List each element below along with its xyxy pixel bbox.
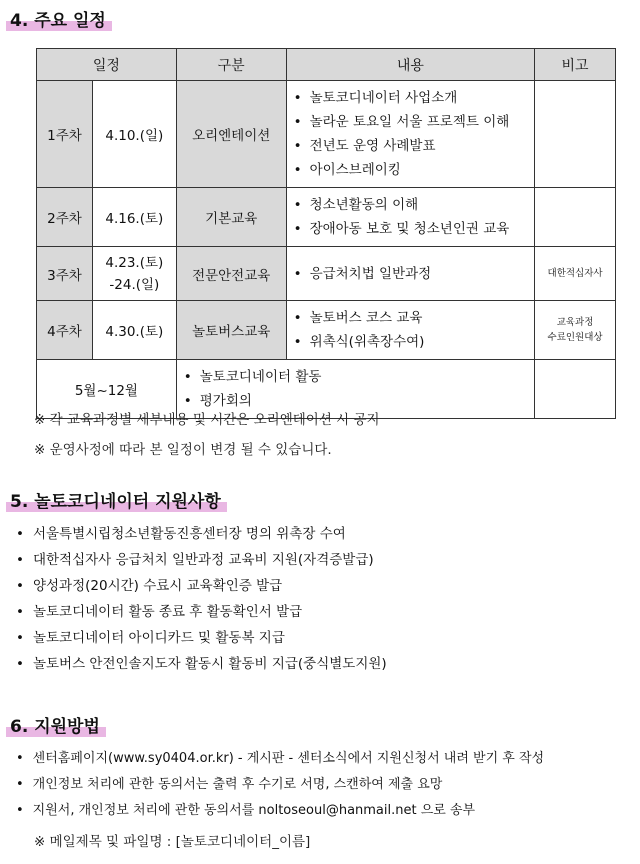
list-item: • 전년도 운영 사례발표 [294, 134, 534, 158]
table-row [37, 247, 616, 301]
category-cell: 기본교육 [176, 188, 286, 247]
list-item: • 놀토코디네이터 사업소개 [294, 86, 534, 110]
remarks-cell [535, 81, 616, 188]
section6-title: 6. 지원방법 [6, 716, 106, 738]
header-content: 내용 [286, 49, 535, 81]
list-item: • 서울특별시립청소년활동진흥센터장 명의 위촉장 수여 [12, 521, 387, 547]
week-cell: 1주차 [37, 81, 93, 188]
date-cell: 4.30.(토) [92, 301, 176, 360]
date-cell [92, 247, 176, 301]
list-item: • 장애아동 보호 및 청소년인권 교육 [294, 217, 534, 241]
schedule-table [36, 48, 616, 419]
schedule-note: ※ 각 교육과정별 세부내용 및 시간은 오리엔테이션 시 공지 [34, 412, 380, 428]
list-item: • 응급처치법 일반과정 [294, 262, 534, 286]
list-item: • 지원서, 개인정보 처리에 관한 동의서를 noltoseoul@hanmail.net 으로 송부 [12, 798, 544, 824]
list-item: • 놀토버스 코스 교육 [294, 306, 534, 330]
remarks-cell [535, 188, 616, 247]
table-row [37, 301, 616, 360]
list-item: • 놀토코디네이터 활동 [184, 365, 533, 389]
list-item: • 놀토코디네이터 아이디카드 및 활동복 지급 [12, 625, 387, 651]
week-cell: 4주차 [37, 301, 93, 360]
list-item: • 위촉식(위촉장수여) [294, 330, 534, 354]
list-item: • 놀토버스 안전인솔지도자 활동시 활동비 지급(중식별도지원) [12, 651, 387, 677]
category-cell: 오리엔테이션 [176, 81, 286, 188]
remark-line: 수료인원대상 [547, 332, 603, 343]
list-item: • 놀라운 토요일 서울 프로젝트 이해 [294, 110, 534, 134]
list-item: • 센터홈페이지(www.sy0404.or.kr) - 게시판 - 센터소식에서 지원신청서 내려 받기 후 작성 [12, 746, 544, 772]
content-cell [286, 188, 535, 247]
section4-title: 4. 주요 일정 [6, 10, 112, 32]
header-schedule: 일정 [37, 49, 177, 81]
section5-title: 5. 놀토코디네이터 지원사항 [6, 491, 227, 513]
remarks-cell [535, 301, 616, 360]
date-line: 4.23.(토) [105, 254, 164, 271]
period-cell: 5월~12월 [37, 360, 177, 419]
remarks-cell: 대한적십자사 [535, 247, 616, 301]
mail-subject-note: ※ 메일제목 및 파일명 : [놀토코디네이터_이름] [34, 834, 311, 850]
date-cell: 4.16.(토) [92, 188, 176, 247]
table-header-row [37, 49, 616, 81]
table-row [37, 81, 616, 188]
table-row [37, 188, 616, 247]
category-cell: 전문안전교육 [176, 247, 286, 301]
list-item: • 개인정보 처리에 관한 동의서는 출력 후 수기로 서명, 스캔하여 제출 요망 [12, 772, 544, 798]
list-item: • 아이스브레이킹 [294, 158, 534, 182]
remark-line: 교육과정 [556, 317, 594, 328]
header-category: 구분 [176, 49, 286, 81]
date-line: -24.(일) [109, 276, 160, 293]
date-cell: 4.10.(일) [92, 81, 176, 188]
week-cell: 3주차 [37, 247, 93, 301]
header-remarks: 비고 [535, 49, 616, 81]
support-list [12, 521, 387, 677]
content-cell [286, 81, 535, 188]
list-item: • 평가회의 [184, 389, 533, 413]
remarks-cell [535, 360, 616, 419]
week-cell: 2주차 [37, 188, 93, 247]
list-item: • 양성과정(20시간) 수료시 교육확인증 발급 [12, 573, 387, 599]
apply-method-list [12, 746, 544, 824]
list-item: • 대한적십자사 응급처치 일반과정 교육비 지원(자격증발급) [12, 547, 387, 573]
schedule-note: ※ 운영사정에 따라 본 일정이 변경 될 수 있습니다. [34, 442, 332, 458]
content-cell [286, 247, 535, 301]
list-item: • 청소년활동의 이해 [294, 193, 534, 217]
list-item: • 놀토코디네이터 활동 종료 후 활동확인서 발급 [12, 599, 387, 625]
content-cell [286, 301, 535, 360]
category-cell: 놀토버스교육 [176, 301, 286, 360]
